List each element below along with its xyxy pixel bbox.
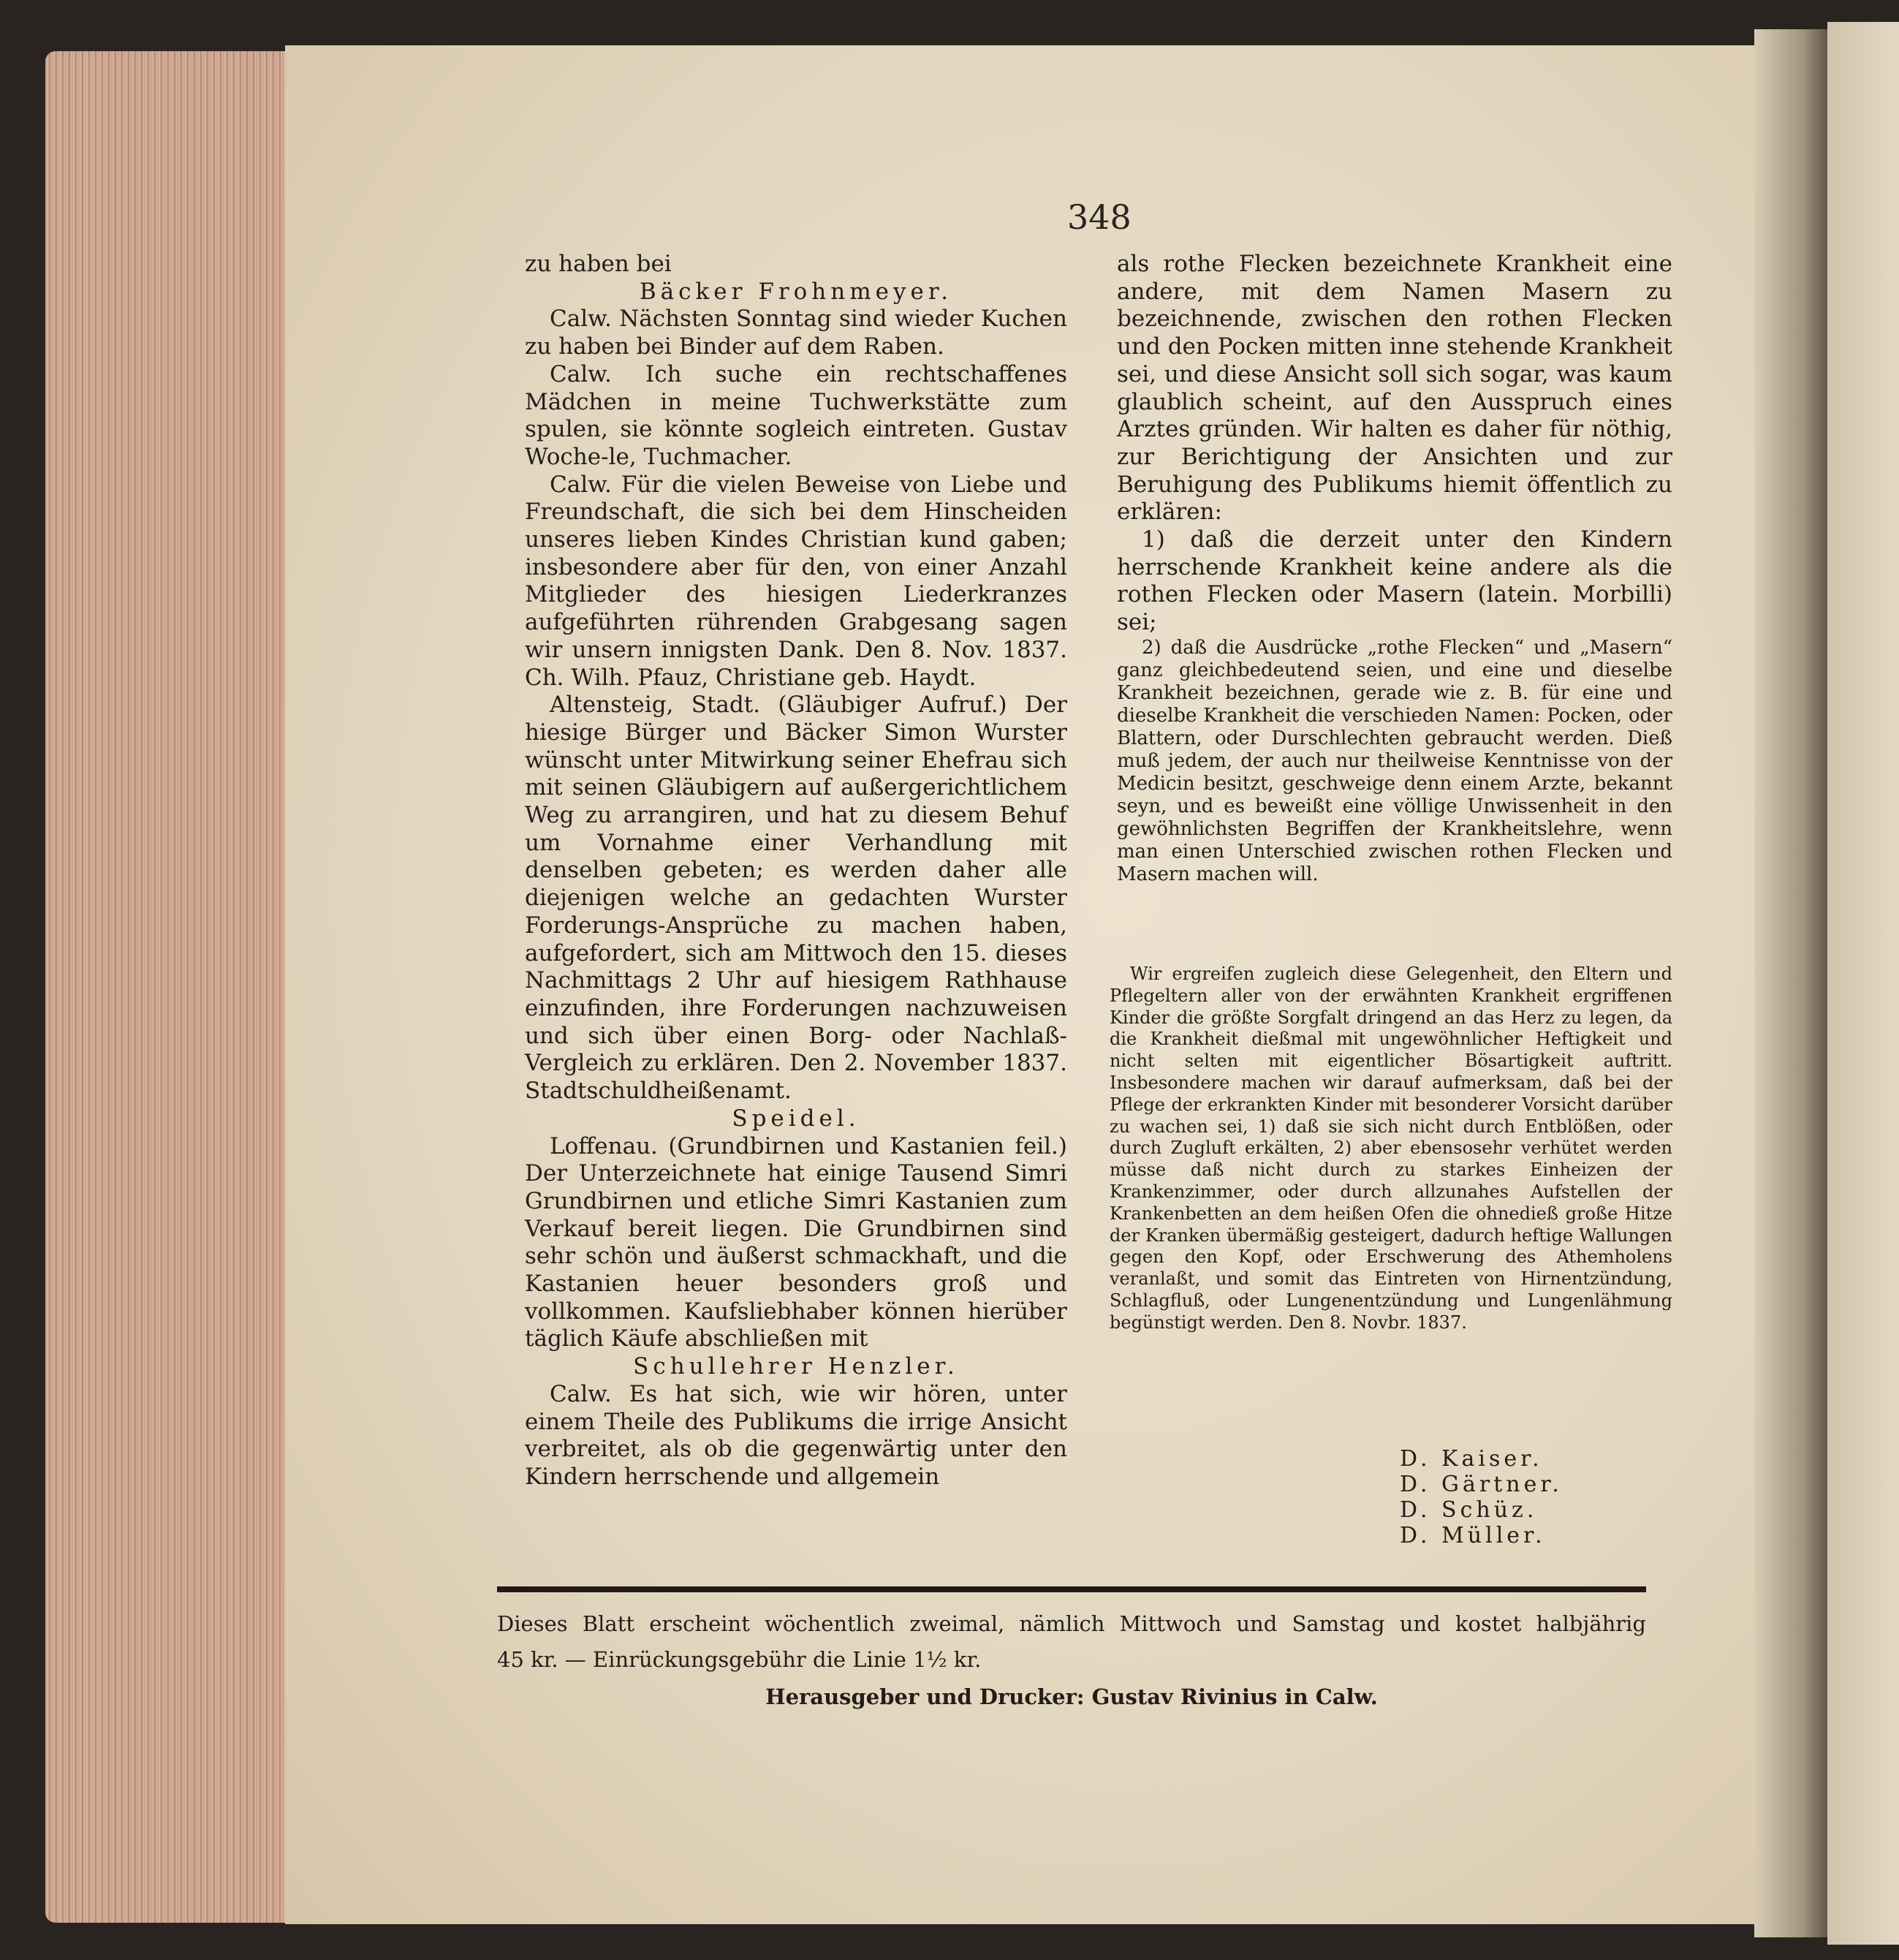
left-column: [525, 251, 1067, 1491]
signature: D. Müller.: [1400, 1523, 1546, 1548]
right-column-bottom: [1110, 964, 1672, 1334]
signature: D. Gärtner.: [1400, 1472, 1563, 1497]
signature: D. Kaiser.: [1400, 1446, 1543, 1472]
left-paragraph: zu haben bei: [525, 251, 672, 277]
left-signature: Bäcker Frohnmeyer.: [639, 278, 953, 305]
right-paragraph: 2) daß die Ausdrücke „rothe Flecken“ und „Masern“ ganz gleichbedeutend seien, und eine und dieselbe Krankheit bezeichnen, gerade wie z. B. für eine und dieselbe Krankheit die verschieden Namen: Pocken, oder Blattern, oder Durschlechten gebraucht werden. Dieß muß jedem, der auch nur theilweise Kenntnisse von der Medicin besitzt, geschweige denn einem Arzte, bekannt seyn, und es beweißt eine völlige Unwissenheit in den gewöhnlichsten Begriffen der Krankheitslehre, wenn man einen Unterschied zwischen rothen Flecken und Masern machen will.: [1117, 636, 1672, 885]
left-paragraph: Calw. Für die vielen Beweise von Liebe und Freundschaft, die sich bei dem Hinscheiden unseres lieben Kindes Christian kund gaben; insbesondere aber für den, von einer Anzahl Mitglieder des hiesigen Liederkranzes aufgeführten rührenden Grabgesang sagen wir unsern innigsten Dank. Den 8. Nov. 1837. Ch. Wilh. Pfauz, Christiane geb. Haydt.: [525, 471, 1067, 691]
right-paragraph: als rothe Flecken bezeichnete Krankheit eine andere, mit dem Namen Masern zu bezeichnende, zwischen den rothen Flecken und den Pocken mitten inne stehende Krankheit sei, und diese Ansicht soll sich sogar, was kaum glaublich scheint, auf den Ausspruch eines Arztes gründen. Wir halten es daher für nöthig, zur Berichtigung der Ansichten und zur Beruhigung des Publikums hiemit öffentlich zu erklären:: [1117, 251, 1672, 526]
right-paragraph: 1) daß die derzeit unter den Kindern herrschende Krankheit keine andere als die rothen Flecken oder Masern (latein. Morbilli) sei;: [1117, 526, 1672, 636]
footer-rule: [497, 1586, 1646, 1592]
next-page-edge: [1827, 22, 1899, 1945]
signature-block: [1400, 1446, 1563, 1548]
left-paragraph: Calw. Es hat sich, wie wir hören, unter einem Theile des Publikums die irrige Ansicht verbreitet, als ob die gegenwärtig unter den Kindern herrschende und allgemein: [525, 1380, 1067, 1490]
left-paragraph: Loffenau. (Grundbirnen und Kastanien feil.) Der Unterzeichnete hat einige Tausend Simri Grundbirnen und etliche Simri Kastanien zum Verkauf bereit liegen. Die Grundbirnen sind sehr schön und äußerst schmackhaft, und die Kastanien heuer besonders groß und vollkommen. Kaufsliebhaber können hierüber täglich Käufe abschließen mit: [525, 1132, 1067, 1352]
left-signature: Speidel.: [732, 1105, 860, 1132]
footer-line: Dieses Blatt erscheint wöchentlich zweimal, nämlich Mittwoch und Samstag und kostet halbjährig: [497, 1611, 1646, 1636]
left-signature: Schullehrer Henzler.: [633, 1353, 959, 1380]
left-paragraph: Calw. Nächsten Sonntag sind wieder Kuchen zu haben bei Binder auf dem Raben.: [525, 306, 1067, 360]
right-paragraph: Wir ergreifen zugleich diese Gelegenheit, den Eltern und Pflegeltern aller von der erwähnten Krankheit ergriffenen Kinder die größte Sorgfalt dringend an das Herz zu legen, da die Krankheit dießmal mit ungewöhnlicher Heftigkeit und nicht selten mit eigentlicher Bösartigkeit auftritt. Insbesondere machen wir darauf aufmerksam, daß bei der Pflege der erkrankten Kinder mit besonderer Vorsicht darüber zu wachen sei, 1) daß sie sich nicht durch Entblößen, oder durch Zugluft erkälten, 2) aber ebensosehr verhütet werden müsse daß nicht durch zu starkes Einheizen der Krankenzimmer, oder durch allzunahes Aufstellen der Krankenbetten an dem heißen Ofen die ohnedieß große Hitze der Kranken übermäßig gesteigert, dadurch heftige Wallungen gegen den Kopf, oder Erschwerung des Athemholens veranlaßt, und somit das Eintreten von Hirnentzündung, Schlagfluß, oder Lungenentzündung und Lungenlähmung begünstigt werden. Den 8. Novbr. 1837.: [1110, 964, 1672, 1333]
footer-line: 45 kr. — Einrückungsgebühr die Linie 1½ kr.: [497, 1647, 982, 1672]
left-paragraph: Calw. Ich suche ein rechtschaffenes Mädchen in meine Tuchwerkstätte zum spulen, sie könnte sogleich eintreten. Gustav Woche-le, Tuchmacher.: [525, 360, 1067, 470]
signature: D. Schüz.: [1400, 1497, 1538, 1523]
page-edges: [45, 51, 294, 1923]
left-paragraph: Altensteig, Stadt. (Gläubiger Aufruf.) Der hiesige Bürger und Bäcker Simon Wurster wünscht unter Mitwirkung seiner Ehefrau sich mit seinen Gläubigern auf außergerichtlichem Weg zu arrangiren, und hat zu diesem Behuf um Vornahme einer Verhandlung mit denselben gebeten; es werden daher alle diejenigen welche an gedachten Wurster Forderungs-Ansprüche zu machen haben, aufgefordert, sich am Mittwoch den 15. dieses Nachmittags 2 Uhr auf hiesigem Rathhause einzufinden, ihre Forderungen nachzuweisen und sich über einen Borg- oder Nachlaß-Vergleich zu erklären. Den 2. November 1837. Stadtschuldheißenamt.: [525, 692, 1067, 1105]
page-number: 348: [1067, 197, 1132, 237]
footer-imprint: Herausgeber und Drucker: Gustav Rivinius in Calw.: [765, 1684, 1378, 1709]
right-column-top: [1117, 251, 1672, 886]
